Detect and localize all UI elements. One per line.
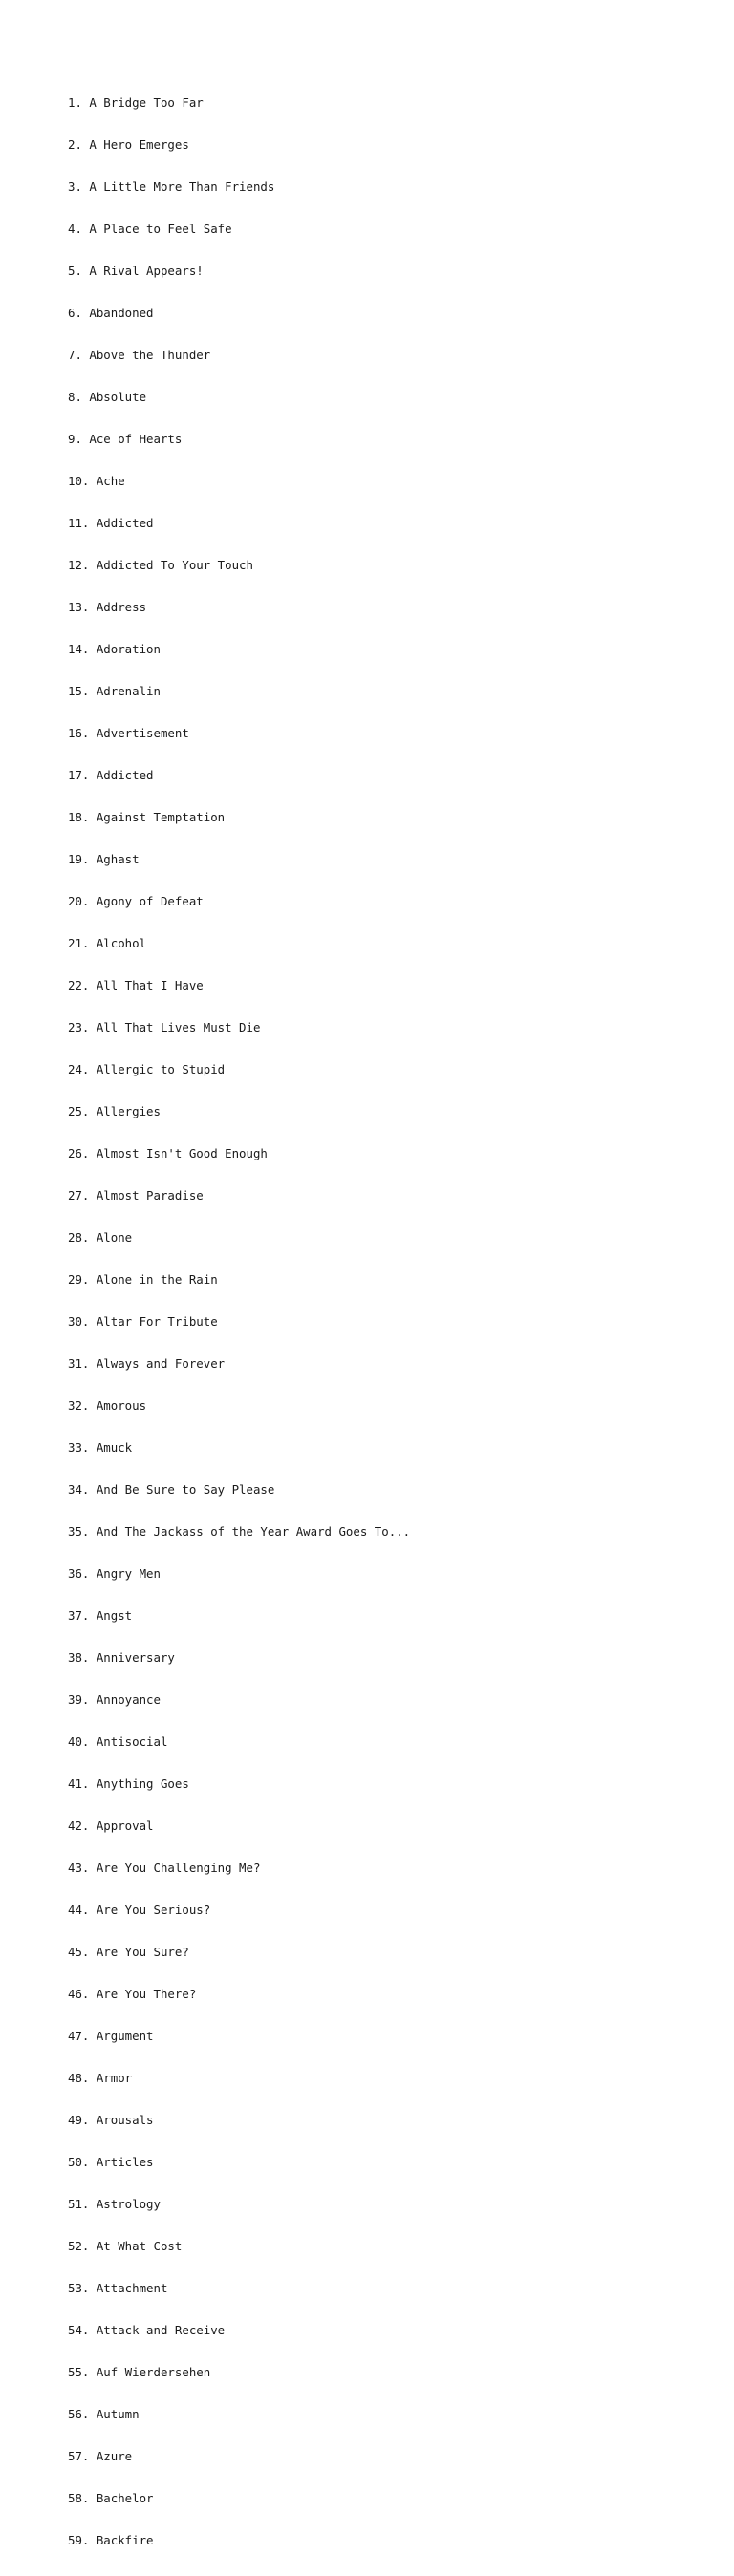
list-item: 12. Addicted To Your Touch bbox=[68, 558, 253, 573]
list-item: 14. Adoration bbox=[68, 642, 161, 657]
list-item: 10. Ache bbox=[68, 474, 125, 489]
list-item: 58. Bachelor bbox=[68, 2491, 154, 2506]
list-item: 43. Are You Challenging Me? bbox=[68, 1861, 261, 1876]
list-item: 47. Argument bbox=[68, 2029, 154, 2044]
list-item: 18. Against Temptation bbox=[68, 810, 226, 825]
list-item: 20. Agony of Defeat bbox=[68, 894, 204, 909]
list-item: 45. Are You Sure? bbox=[68, 1945, 189, 1960]
list-item: 33. Amuck bbox=[68, 1440, 133, 1456]
list-item: 40. Antisocial bbox=[68, 1735, 168, 1750]
list-item: 6. Abandoned bbox=[68, 306, 154, 321]
list-item: 7. Above the Thunder bbox=[68, 348, 211, 363]
list-item: 9. Ace of Hearts bbox=[68, 432, 183, 447]
list-item: 39. Annoyance bbox=[68, 1692, 161, 1708]
list-item: 37. Angst bbox=[68, 1608, 133, 1624]
list-item: 1. A Bridge Too Far bbox=[68, 96, 204, 111]
list-item: 38. Anniversary bbox=[68, 1650, 175, 1666]
list-item: 52. At What Cost bbox=[68, 2239, 183, 2254]
list-item: 56. Autumn bbox=[68, 2407, 140, 2422]
list-item: 50. Articles bbox=[68, 2155, 154, 2170]
list-item: 26. Almost Isn't Good Enough bbox=[68, 1146, 268, 1161]
list-item: 59. Backfire bbox=[68, 2533, 154, 2548]
list-item: 36. Angry Men bbox=[68, 1566, 161, 1582]
list-item: 8. Absolute bbox=[68, 390, 147, 405]
list-item: 5. A Rival Appears! bbox=[68, 264, 204, 279]
list-item: 16. Advertisement bbox=[68, 726, 189, 741]
list-item: 13. Address bbox=[68, 600, 147, 615]
title-list bbox=[68, 69, 410, 2576]
list-item: 2. A Hero Emerges bbox=[68, 138, 189, 153]
list-item: 24. Allergic to Stupid bbox=[68, 1062, 226, 1077]
list-item: 35. And The Jackass of the Year Award Goes To... bbox=[68, 1524, 411, 1540]
list-item: 3. A Little More Than Friends bbox=[68, 180, 275, 195]
list-item: 53. Attachment bbox=[68, 2281, 168, 2296]
list-item: 4. A Place to Feel Safe bbox=[68, 222, 232, 237]
list-item: 44. Are You Serious? bbox=[68, 1903, 211, 1918]
list-item: 30. Altar For Tribute bbox=[68, 1314, 218, 1330]
list-item: 41. Anything Goes bbox=[68, 1777, 189, 1792]
list-item: 25. Allergies bbox=[68, 1104, 161, 1119]
list-item: 54. Attack and Receive bbox=[68, 2323, 226, 2338]
list-item: 15. Adrenalin bbox=[68, 684, 161, 699]
list-item: 55. Auf Wierdersehen bbox=[68, 2365, 211, 2380]
list-item: 32. Amorous bbox=[68, 1398, 147, 1414]
list-item: 21. Alcohol bbox=[68, 936, 147, 951]
list-item: 29. Alone in the Rain bbox=[68, 1272, 218, 1288]
list-item: 11. Addicted bbox=[68, 516, 154, 531]
list-item: 57. Azure bbox=[68, 2449, 133, 2464]
list-item: 31. Always and Forever bbox=[68, 1356, 226, 1372]
list-item: 27. Almost Paradise bbox=[68, 1188, 204, 1203]
list-item: 42. Approval bbox=[68, 1819, 154, 1834]
list-item: 19. Aghast bbox=[68, 852, 140, 867]
list-item: 51. Astrology bbox=[68, 2197, 161, 2212]
list-item: 22. All That I Have bbox=[68, 978, 204, 993]
list-item: 48. Armor bbox=[68, 2071, 133, 2086]
list-item: 46. Are You There? bbox=[68, 1987, 197, 2002]
list-item: 49. Arousals bbox=[68, 2113, 154, 2128]
list-item: 17. Addicted bbox=[68, 768, 154, 783]
list-item: 28. Alone bbox=[68, 1230, 133, 1245]
list-item: 34. And Be Sure to Say Please bbox=[68, 1482, 275, 1498]
list-item: 23. All That Lives Must Die bbox=[68, 1020, 261, 1035]
